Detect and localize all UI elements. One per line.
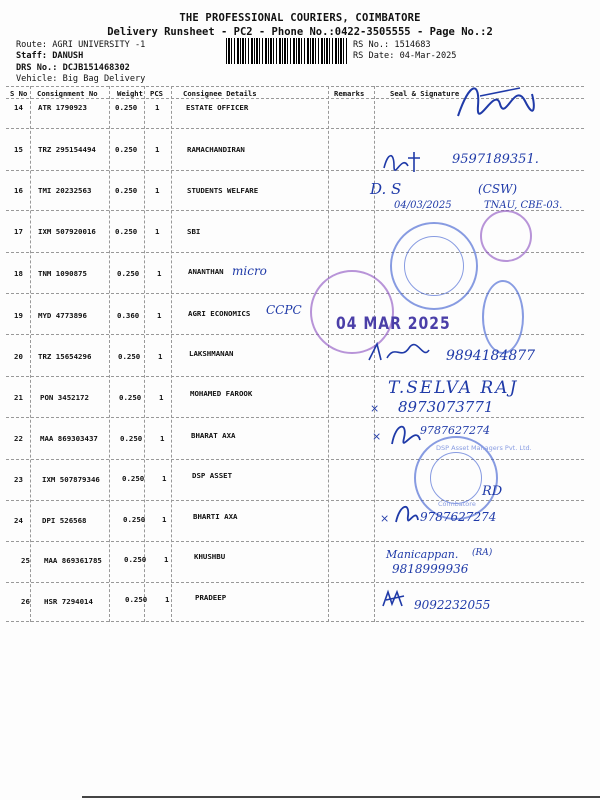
seal-stamp-right [482, 280, 524, 354]
row-sno: 25 [21, 556, 30, 565]
row-weight: 0.250 [125, 595, 148, 604]
signature-date: 04/03/2025 [394, 200, 452, 211]
row-consignment: TRZ 15654296 [38, 352, 92, 361]
row-weight: 0.250 [115, 103, 138, 112]
row-consignee: RAMACHANDIRAN [187, 145, 245, 154]
col-pcs: PCS [150, 89, 163, 98]
row-pcs: 1 [157, 311, 162, 320]
row-consignment: HSR 7294014 [44, 597, 93, 606]
col-sno: S No [10, 89, 28, 98]
signature-phone: 9787627274 [420, 510, 497, 524]
stamp-company-name: DSP Asset Managers Pvt. Ltd. [436, 444, 532, 452]
row-consignment: MYD 4773896 [38, 311, 87, 320]
row-consignment: TMI 20232563 [38, 186, 92, 195]
cross-mark: × [380, 512, 390, 525]
row-pcs: 1 [162, 474, 167, 483]
row-pcs: 1 [155, 186, 160, 195]
row-consignment: MAA 869361785 [44, 556, 102, 565]
row-weight: 0.250 [115, 145, 138, 154]
row-pcs: 1 [155, 227, 160, 236]
row-consignee: DSP ASSET [192, 471, 233, 480]
signature-designation: (CSW) [478, 182, 518, 196]
row-pcs: 1 [162, 515, 167, 524]
row-consignment: TRZ 295154494 [38, 145, 96, 154]
row-sno: 26 [21, 597, 30, 606]
row-consignee: STUDENTS WELFARE [187, 186, 259, 195]
row-consignment: TNM 1090875 [38, 269, 87, 278]
row-consignee: LAKSHMANAN [189, 349, 234, 358]
row-consignee: BHARTI AXA [193, 512, 238, 521]
page-bottom-edge [82, 796, 600, 798]
row-sno: 15 [14, 145, 23, 154]
col-consignment: Consignment No [37, 89, 98, 98]
row-sno: 21 [14, 393, 23, 402]
row-consignment: IXM 507879346 [42, 475, 100, 484]
signature-row20 [365, 340, 435, 366]
row-sno: 18 [14, 269, 23, 278]
row-weight: 0.250 [120, 434, 143, 443]
row-consignment: MAA 869303437 [40, 434, 98, 443]
rs-number: RS No.: 1514683 [353, 40, 431, 50]
signature-designation: (RA) [472, 548, 493, 558]
row-consignment: IXM 507920016 [38, 227, 96, 236]
note-ccpc: CCPC [266, 303, 302, 317]
row-weight: 0.250 [119, 393, 142, 402]
dsp-company-stamp [414, 436, 532, 520]
row-weight: 0.250 [118, 352, 141, 361]
row-weight: 0.250 [117, 269, 140, 278]
seal-stamp-purple [480, 210, 532, 262]
row-sno: 24 [14, 516, 23, 525]
cross-mark: × [372, 430, 382, 443]
row-pcs: 1 [159, 393, 164, 402]
row-sno: 20 [14, 352, 23, 361]
row-consignment: ATR 1790923 [38, 103, 87, 112]
row-consignee: MOHAMED FAROOK [190, 389, 253, 398]
date-stamp: 04 MAR 2025 [336, 314, 451, 334]
row-pcs: 1 [160, 434, 165, 443]
drs-label: DRS No.: DCJB151468302 [16, 63, 130, 73]
row-pcs: 1 [165, 595, 170, 604]
row-consignee: ESTATE OFFICER [186, 103, 249, 112]
row-pcs: 1 [164, 555, 169, 564]
signature-phone: 9818999936 [392, 562, 469, 576]
barcode [226, 38, 348, 64]
signature-phone: 8973073771 [398, 398, 494, 416]
signature-phone: 9787627274 [420, 424, 490, 437]
row-sno: 16 [14, 186, 23, 195]
signature-row26 [380, 588, 410, 610]
company-title: THE PROFESSIONAL COURIERS, COIMBATORE [179, 12, 421, 24]
row-pcs: 1 [155, 145, 160, 154]
col-remarks: Remarks [334, 89, 365, 98]
row-pcs: 1 [158, 352, 163, 361]
signature-phone: 9092232055 [414, 598, 491, 612]
signature-address: TNAU, CBE-03. [484, 200, 563, 211]
row-sno: 22 [14, 434, 23, 443]
signature-row15 [380, 148, 440, 176]
signature-phone: 9894184877 [446, 348, 536, 364]
note-micro: micro [232, 264, 267, 278]
row-consignment: PON 3452172 [40, 393, 89, 402]
row-consignee: BHARAT AXA [191, 431, 236, 440]
row-weight: 0.360 [117, 311, 140, 320]
signature-initials: RD [482, 484, 503, 499]
row-weight: 0.250 [123, 515, 146, 524]
signature-initials: D. S [370, 180, 402, 198]
row-pcs: 1 [155, 103, 160, 112]
signature-row24 [392, 500, 422, 528]
row-consignment: DPI 526568 [42, 516, 87, 525]
row-consignee: ANANTHAN [188, 267, 224, 276]
row-consignee: PRADEEP [195, 593, 227, 602]
col-weight: Weight [117, 89, 143, 98]
row-pcs: 1 [157, 269, 162, 278]
staff-label: Staff: DANUSH [16, 51, 84, 61]
signature-name: T.SELVA RAJ [388, 378, 519, 398]
cross-mark: × [370, 402, 380, 415]
row-sno: 17 [14, 227, 23, 236]
seal-stamp-blue [390, 222, 478, 310]
row-weight: 0.250 [115, 227, 138, 236]
row-consignee: SBI [187, 227, 201, 236]
signature-name: Manicappan. [386, 548, 459, 561]
row-consignee: KHUSHBU [194, 552, 226, 561]
row-sno: 23 [14, 475, 23, 484]
stamp-city: Coimbatore [438, 500, 476, 508]
row-weight: 0.250 [124, 555, 147, 564]
runsheet-title: Delivery Runsheet - PC2 - Phone No.:0422-3505555 - Page No.:2 [107, 26, 493, 38]
signature-row14 [450, 76, 540, 126]
row-sno: 19 [14, 311, 23, 320]
rs-date: RS Date: 04-Mar-2025 [353, 51, 457, 61]
col-consignee: Consignee Details [183, 89, 257, 98]
row-weight: 0.250 [115, 186, 138, 195]
row-weight: 0.250 [122, 474, 145, 483]
col-seal-signature: Seal & Signature [390, 89, 460, 98]
row-sno: 14 [14, 103, 23, 112]
vehicle-label: Vehicle: Big Bag Delivery [16, 74, 146, 84]
route-label: Route: AGRI UNIVERSITY -1 [16, 40, 146, 50]
signature-phone: 9597189351. [452, 152, 539, 167]
row-consignee: AGRI ECONOMICS [188, 309, 251, 318]
